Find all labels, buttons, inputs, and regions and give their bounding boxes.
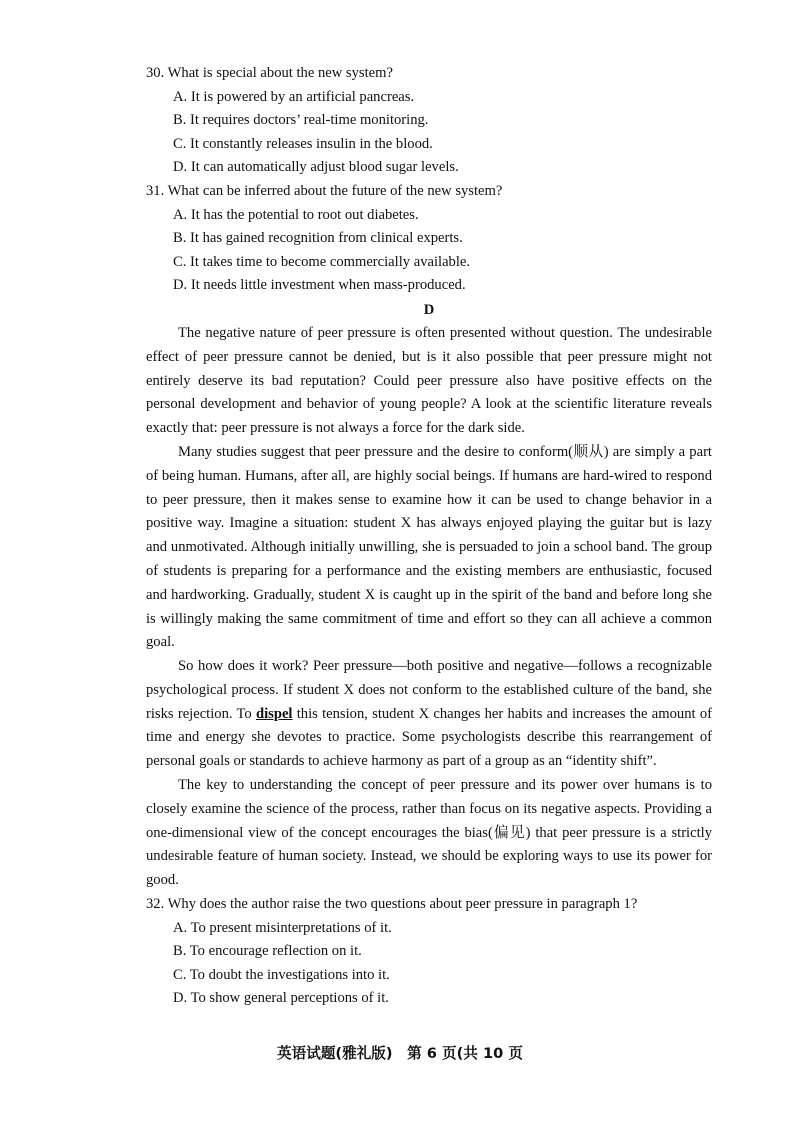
paragraph-1: The negative nature of peer pressure is often presented without question. The undesirable effect of peer pressure cannot be denied, but is it also possible that peer pressure might not entirely deserve its bad reputation? Could peer pressure also have positive effects on the personal development and behavior of young people? A look at the scientific literature reveals exactly that: peer pressure is not always a force for the dark side.	[146, 324, 712, 437]
question-stem: 32. Why does the author raise the two questions about peer pressure in paragraph 1?	[146, 896, 638, 913]
page-footer: 英语试题(雅礼版) 第 6 页(共 10 页	[277, 1045, 523, 1062]
reading-passage	[146, 322, 712, 893]
page-content	[146, 62, 712, 1011]
paragraph-3-text-after: this tension, student X changes her habits and increases the amount of time and energy she devotes to practice. Some psychologists describe this rearrangement of personal goals or standards to achieve harmony as part of a group as an “identity shift”.	[146, 705, 712, 770]
section-heading: D	[423, 301, 435, 318]
paragraph-2: Many studies suggest that peer pressure and the desire to conform(顺从) are simply a part of being human. Humans, after all, are highly social beings. If humans are hard-wired to respond to peer pressure, then it makes sense to examine how it can be used to change behavior in a positive way. Imagine a situation: student X has always enjoyed playing the guitar but is lazy and unmotivated. Although initially unwilling, she is persuaded to join a school band. The group of students is preparing for a performance and the existing members are enthusiastic, focused and hardworking. Gradually, student X is caught up in the spirit of the band and before long she is willingly making the same commitment of time and effort so they can all achieve a common goal.	[146, 443, 712, 651]
underlined-word: dispel	[255, 705, 293, 722]
option-b: B. It has gained recognition from clinical experts.	[173, 230, 463, 247]
option-c: C. It takes time to become commercially available.	[173, 253, 471, 270]
question-stem: 30. What is special about the new system?	[146, 65, 393, 81]
question-stem: 31. What can be inferred about the future of the new system?	[146, 182, 503, 199]
option-b: B. It requires doctors’ real-time monitoring.	[173, 112, 429, 129]
option-d: D. To show general perceptions of it.	[173, 990, 389, 1007]
question-30	[146, 62, 712, 180]
paragraph-4: The key to understanding the concept of peer pressure and its power over humans is to closely examine the science of the process, rather than focus on its negative aspects. Providing a one-dimensional view of the concept encourages the bias(偏见) that peer pressure is a strictly undesirable feature of human society. Instead, we should be exploring ways to use its power for good.	[146, 777, 712, 889]
option-d: D. It can automatically adjust blood sugar levels.	[173, 159, 459, 176]
option-a: A. It has the potential to root out diabetes.	[173, 206, 419, 223]
question-32	[146, 893, 712, 1011]
question-31	[146, 180, 712, 298]
paragraph-3-text-before: So how does it work? Peer pressure—both positive and negative—follows a recognizable psychological process. If student X does not conform to the established culture of the band, she risks rejection. To	[146, 658, 712, 722]
option-b: B. To encourage reflection on it.	[173, 943, 362, 960]
option-d: D. It needs little investment when mass-produced.	[173, 277, 466, 294]
option-c: C. It constantly releases insulin in the blood.	[173, 135, 433, 152]
option-a: A. To present misinterpretations of it.	[173, 919, 392, 936]
option-c: C. To doubt the investigations into it.	[173, 966, 390, 983]
paragraph-3	[146, 655, 712, 774]
option-a: A. It is powered by an artificial pancreas.	[173, 88, 415, 105]
